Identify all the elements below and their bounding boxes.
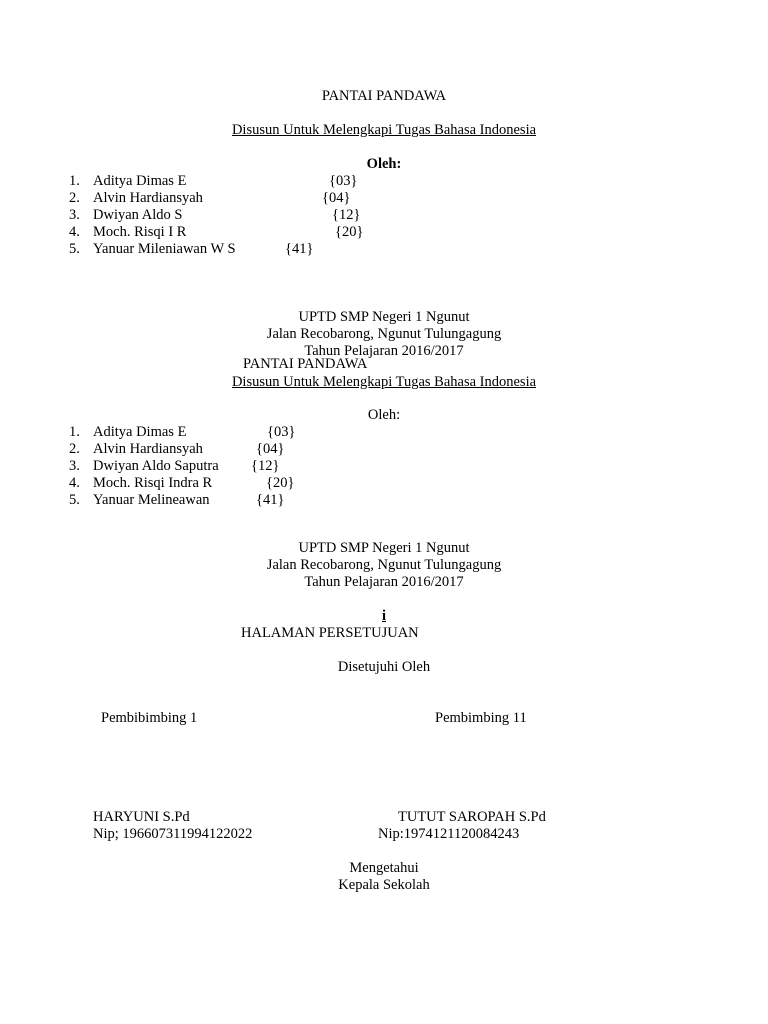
page-marker [0,608,768,625]
item-number: 2. [69,190,80,206]
subtitle-text: Disusun Untuk Melengkapi Tugas Bahasa Indonesia [231,122,537,138]
member-code: {41} [285,241,314,257]
doc-subtitle [0,122,768,139]
member-name: Yanuar Mileniawan W S [93,241,236,257]
member-code: {12} [332,207,361,223]
doc-subtitle-2 [0,374,768,391]
advisor1-name: HARYUNI S.Pd [93,809,190,825]
page-marker-text: i [381,608,387,624]
member-name: Moch. Risqi Indra R [93,475,213,491]
acknowledged-label: Mengetahui [349,860,419,876]
item-number: 3. [69,207,80,223]
member-name: Dwiyan Aldo Saputra [93,458,219,474]
member-name: Moch. Risqi I R [93,224,187,240]
advisor2-label: Pembimbing 11 [435,710,527,726]
oleh-label: Oleh: [366,156,402,172]
approval-heading: HALAMAN PERSETUJUAN [241,625,419,641]
member-name: Yanuar Melineawan [93,492,210,508]
member-name: Alvin Hardiansyah [93,190,203,206]
school-address: Jalan Recobarong, Ngunut Tulungagung [266,326,502,342]
principal-label: Kepala Sekolah [338,877,430,893]
member-code: {41} [256,492,285,508]
member-code: {04} [256,441,285,457]
item-number: 4. [69,224,80,240]
school-address-2: Jalan Recobarong, Ngunut Tulungagung [266,557,502,573]
doc-title-2: PANTAI PANDAWA [243,356,368,372]
member-code: {03} [329,173,358,189]
member-name: Dwiyan Aldo S [93,207,183,223]
advisor1-nip: Nip; 196607311994122022 [93,826,253,842]
member-code: {03} [267,424,296,440]
item-number: 3. [69,458,80,474]
doc-title: PANTAI PANDAWA [321,88,447,104]
member-name: Aditya Dimas E [93,424,187,440]
advisor2-name: TUTUT SAROPAH S.Pd [398,809,546,825]
advisor1-label: Pembibimbing 1 [101,710,198,726]
item-number: 1. [69,173,80,189]
member-code: {04} [322,190,351,206]
school-year: Tahun Pelajaran 2016/2017 [304,343,464,359]
approved-by: Disetujuhi Oleh [337,659,431,675]
advisor2-nip: Nip:1974121120084243 [378,826,520,842]
school-year-2: Tahun Pelajaran 2016/2017 [304,574,464,590]
item-number: 4. [69,475,80,491]
item-number: 5. [69,492,80,508]
member-name: Alvin Hardiansyah [93,441,203,457]
school-name-2: UPTD SMP Negeri 1 Ngunut [298,540,470,556]
member-code: {20} [266,475,295,491]
member-name: Aditya Dimas E [93,173,187,189]
item-number: 1. [69,424,80,440]
item-number: 2. [69,441,80,457]
item-number: 5. [69,241,80,257]
member-code: {20} [335,224,364,240]
member-code: {12} [251,458,280,474]
oleh-label-2: Oleh: [367,407,401,423]
subtitle-text: Disusun Untuk Melengkapi Tugas Bahasa Indonesia [231,374,537,390]
school-name: UPTD SMP Negeri 1 Ngunut [298,309,470,325]
